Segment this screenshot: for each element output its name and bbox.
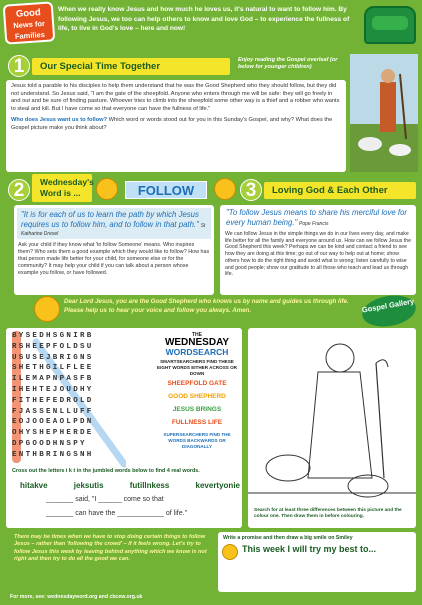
section-2-title: Wednesday's Word is ... xyxy=(32,174,92,202)
sofa-illustration xyxy=(364,6,416,44)
promise-line: This week I will try my best to... xyxy=(242,544,377,554)
grid-row: BYSEDHSGNIRB xyxy=(12,332,94,340)
ws-word: SHEEPFOLD GATE xyxy=(167,380,227,387)
word-of-week: FOLLOW xyxy=(125,181,207,199)
section-3-box xyxy=(220,205,416,295)
gallery-label: Gospel Gallery xyxy=(360,292,418,331)
section-2-box xyxy=(14,205,214,295)
section-3-quote: "To follow Jesus means to share his merciful love for every human being." xyxy=(226,208,408,227)
ws-header-big-1: WEDNESDAY xyxy=(164,337,230,348)
jumble-sentence-2: _______ can have the ____________ of life." xyxy=(46,510,188,517)
wordsearch-panel xyxy=(6,328,242,528)
grid-row: ENTHBRINGSNH xyxy=(12,450,94,459)
wordsearch-grid xyxy=(12,331,94,461)
picture-note: Search for at least three differences between this picture and the colour one. Then draw them in before colouring. xyxy=(254,508,402,519)
grid-row: RSHEEPFOLDSU xyxy=(12,342,94,351)
colouring-panel xyxy=(248,328,416,528)
jumble-word: hitakve xyxy=(20,481,48,490)
grid-row: FITHEFEDROLD xyxy=(12,396,94,405)
ws-header-big-2: WORDSEARCH xyxy=(165,347,229,357)
section-3-quote-box xyxy=(220,205,416,231)
section-1-body: Jesus told a parable to his disciples to help them understand that he was the Good Shepherd who they should follow, but they did not understand. So Jesus said, "I am the gate of the sheepfold. Anyone who enters through me will be safe: they will go freely in and out and be sure of finding pasture. Whoever tries to climb into the sheepfold some other way is a thief and a robber who wants to steal and kill. But I have come so that everyone can have the fullness of life." xyxy=(11,83,340,113)
section-3-body: We can follow Jesus in the simple things we do in our lives every day, and make life better for all the family and everyone around us. How can we follow Jesus the Good Shepherd this week? Perhaps we can be kind and contact a friend to see how they are doing at this time; go out of our way to help out at home; show others how to do the right thing and avoid what is wrong; listen carefully to wise and good people; show our gratitude to all those who teach and lead us through life. xyxy=(225,231,411,278)
section-1-note: Enjoy reading the Gospel overleaf (or below for younger children) xyxy=(238,57,338,70)
ws-header-small: THE xyxy=(192,332,202,338)
prayer-smiley-icon xyxy=(34,296,60,322)
section-1-question xyxy=(6,117,346,132)
jumble-word: kevertyonie xyxy=(195,481,240,490)
jumble-word: jeksutis xyxy=(73,481,104,490)
shepherd-picture xyxy=(350,54,418,172)
grid-row: IHEHTEJOUDHY xyxy=(12,385,94,394)
section-2-quote-source: St Katharine Drexel xyxy=(21,223,206,237)
grid-row: ILEMAPNPASFB xyxy=(12,375,94,384)
smiley-icon xyxy=(96,178,118,200)
prayer-text: Dear Lord Jesus, you are the Good Shepherd who knows us by name and guides us through life. Please help us to hear your voice and follow you always. Amen. xyxy=(64,298,349,314)
smiley-face-icon xyxy=(222,544,238,560)
section-3-number: 3 xyxy=(240,179,262,201)
section-1-title: Our Special Time Together xyxy=(32,58,230,75)
jumble-sentence-1: _______ said, "I ______ come so that xyxy=(46,496,164,503)
intro-text: When we really know Jesus and how much he loves us, it's natural to want to follow him. By following Jesus, we too can help others to know and love God – to experience the fullness of life, to live in God's love – here and now! xyxy=(58,6,350,33)
grid-row: USUSEJBRIGNS xyxy=(12,353,94,362)
question-rest: Which word or words stood out for you in this Sunday's Gospel, and why? What does the Gospel picture make you think about? xyxy=(11,116,333,131)
colouring-picture xyxy=(248,328,416,508)
smiley-icon-2 xyxy=(214,178,236,200)
grid-row: OHYSHEPHERDE xyxy=(12,429,94,438)
section-3-title: Loving God & Each Other xyxy=(264,182,416,199)
logo-line-2: News for xyxy=(12,18,46,31)
grid-row: SHETHGILFLEE xyxy=(12,364,94,373)
ws-word: GOOD SHEPHERD xyxy=(168,393,226,400)
section-2-quote: "It is for each of us to learn the path by which Jesus requires us to follow him, and to follow in that path." xyxy=(21,210,199,229)
wordsearch-key xyxy=(156,332,238,450)
grid-row: FJASSENLLUFF xyxy=(12,407,94,416)
logo-line-3: Families xyxy=(14,29,46,42)
ws-word: FULLNESS LIFE xyxy=(171,419,223,426)
section-2-quote-box xyxy=(17,208,211,239)
ws-super-text: SUPERSEARCHERS FIND THE WORDS BACKWARDS OR DIAGONALLY xyxy=(163,432,231,449)
section-2-body: Ask your child if they know what 'to follow Someone' means. Who inspires them? Who sets them a good example which they would like to follow? How has that person made life better for your child, for someone else or for the community? It may help your child if you can talk about a person whose example you follow, or have followed. xyxy=(18,242,210,276)
promise-panel xyxy=(218,532,416,592)
ws-smart-text: SMARTSEARCHERS FIND THESE EIGHT WORDS EITHER ACROSS OR DOWN xyxy=(157,359,237,376)
jumble-word: futillnkess xyxy=(129,481,170,490)
promise-instruction: Write a promise and then draw a big smile on Smiley xyxy=(223,535,353,541)
section-3-quote-source: Pope Francis xyxy=(298,221,329,227)
question-lead: Who does Jesus want us to follow? xyxy=(11,116,108,123)
section-2-number: 2 xyxy=(8,179,30,201)
good-news-logo xyxy=(3,1,56,44)
bottom-left-text: There may be times when we have to stop doing certain things to follow Jesus – rather than 'following the crowd' – if it feels wrong. Let's try to follow Jesus this week by leaving behind anything which we know is not right and then try to do all the good we can. xyxy=(14,534,207,563)
logo-line-1: Good xyxy=(15,7,42,20)
grid-row: DPGOODHNSPY xyxy=(12,439,87,448)
section-1-number: 1 xyxy=(8,55,30,77)
grid-row: EOJOOEAOLPDN xyxy=(12,418,94,427)
ws-word: JESUS BRINGS xyxy=(172,406,222,413)
jumble-words xyxy=(20,481,240,490)
jumble-instruction: Cross out the letters i k t in the jumbled words below to find 4 real words. xyxy=(12,468,200,474)
section-1-box xyxy=(6,80,346,172)
footer-text: For more, see: wednesdayword.org and cbcew.org.uk xyxy=(10,594,143,600)
